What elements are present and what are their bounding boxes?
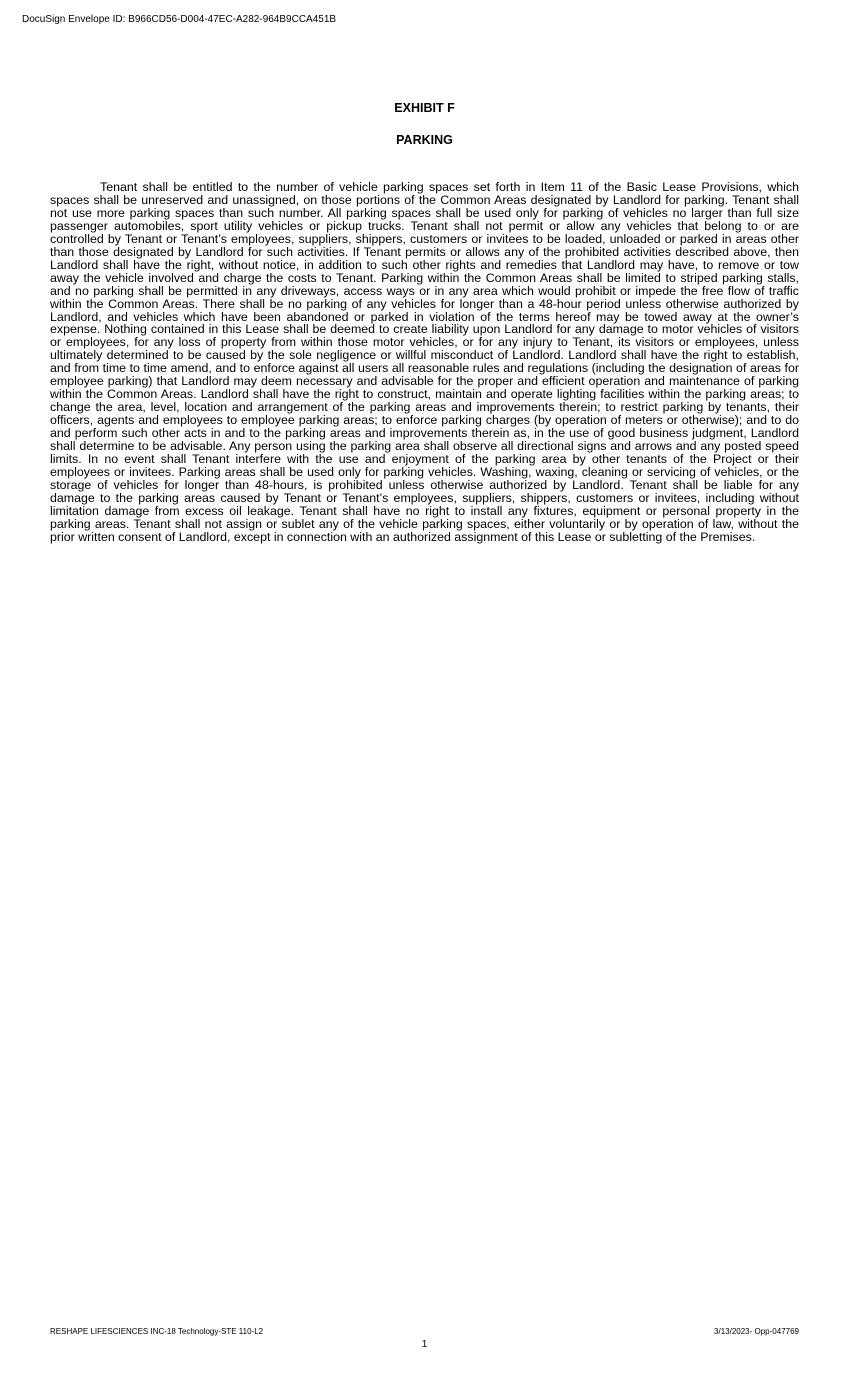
footer-left-text: RESHAPE LIFESCIENCES INC-18 Technology-STE 110-L2: [50, 1327, 264, 1336]
envelope-id: DocuSign Envelope ID: B966CD56-D004-47EC-A282-964B9CCA451B: [22, 14, 337, 25]
exhibit-title: EXHIBIT F: [394, 101, 455, 115]
page-number: 1: [421, 1339, 428, 1350]
body-paragraph: Tenant shall be entitled to the number of vehicle parking spaces set forth in Item 11 of the Basic Lease Provisions, which spaces shall be unreserved and unassigned, on those portions of the Common Areas designated by Landlord for parking. Tenant shall not use more parking spaces than such number. All parking spaces shall be used only for parking of vehicles no larger than full size passenger automobiles, sport utility vehicles or pickup trucks. Tenant shall not permit or allow any vehicles that belong to or are controlled by Tenant or Tenant’s employees, suppliers, shippers, customers or invitees to be loaded, unloaded or parked in areas other than those designated by Landlord for such activities. If Tenant permits or allows any of the prohibited activities described above, then Landlord shall have the right, without notice, in addition to such other rights and remedies that Landlord may have, to remove or tow away the vehicle involved and charge the costs to Tenant. Parking within the Common Areas shall be limited to striped parking stalls, and no parking shall be permitted in any driveways, access ways or in any area which would prohibit or impede the free flow of traffic within the Common Areas. There shall be no parking of any vehicles for longer than a 48-hour period unless otherwise authorized by Landlord, and vehicles which have been abandoned or parked in violation of the terms hereof may be towed away at the owner’s expense. Nothing contained in this Lease shall be deemed to create liability upon Landlord for any damage to motor vehicles of visitors or employees, for any loss of property from within those motor vehicles, or for any injury to Tenant, its visitors or employees, unless ultimately determined to be caused by the sole negligence or willful misconduct of Landlord. Landlord shall have the right to establish, and from time to time amend, and to enforce against all users all reasonable rules and regulations (including the designation of areas for employee parking) that Landlord may deem necessary and advisable for the proper and efficient operation and maintenance of parking within the Common Areas. Landlord shall have the right to construct, maintain and operate lighting facilities within the parking areas; to change the area, level, location and arrangement of the parking areas and improvements therein; to restrict parking by tenants, their officers, agents and employees to employee parking areas; to enforce parking charges (by operation of meters or otherwise); and to do and perform such other acts in and to the parking areas and improvements therein as, in the use of good business judgment, Landlord shall determine to be advisable. Any person using the parking area shall observe all directional signs and arrows and any posted speed limits. In no event shall Tenant interfere with the use and enjoyment of the parking area by other tenants of the Project or their employees or invitees. Parking areas shall be used only for parking vehicles. Washing, waxing, cleaning or servicing of vehicles, or the storage of vehicles for longer than 48-hours, is prohibited unless otherwise authorized by Landlord. Tenant shall be liable for any damage to the parking areas caused by Tenant or Tenant’s employees, suppliers, shippers, customers or invitees, including without limitation damage from excess oil leakage. Tenant shall have no right to install any fixtures, equipment or personal property in the parking areas. Tenant shall not assign or sublet any of the vehicle parking spaces, either voluntarily or by operation of law, without the prior written consent of Landlord, except in connection with an authorized assignment of this Lease or subletting of the Premises.: [50, 180, 799, 544]
footer-right-text: 3/13/2023- Opp-047769: [714, 1327, 799, 1336]
exhibit-subtitle: PARKING: [396, 133, 453, 147]
